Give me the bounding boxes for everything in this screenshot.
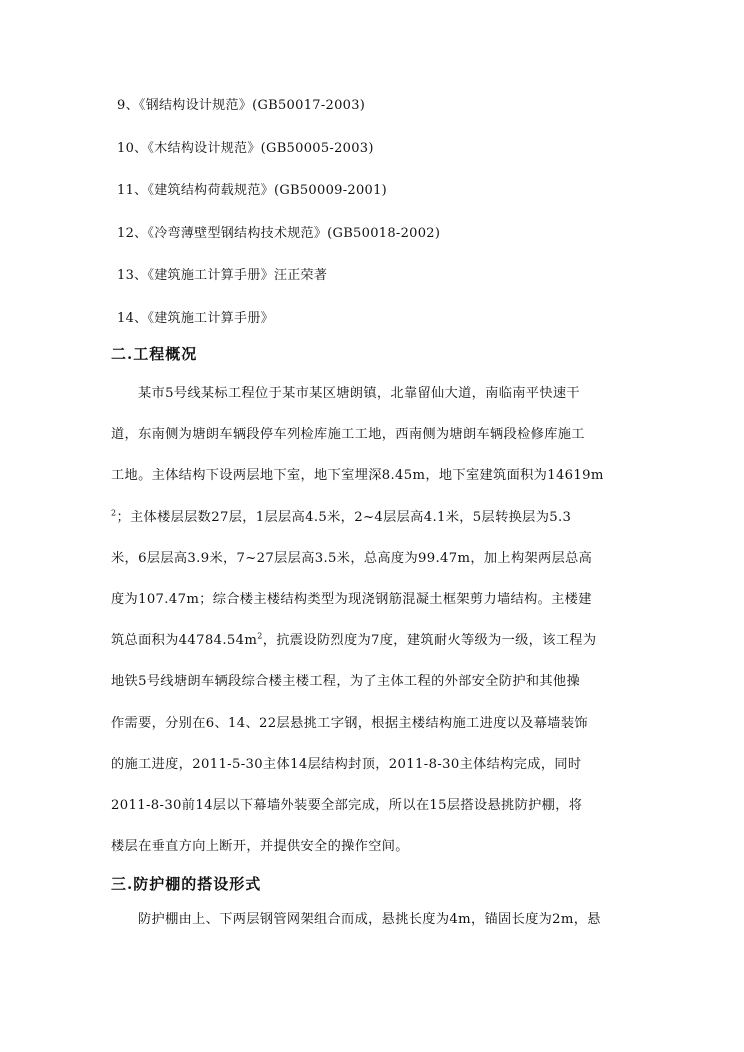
project-overview-paragraph bbox=[111, 384, 635, 878]
paragraph-line bbox=[111, 631, 635, 651]
reference-item: 14、《建筑施工计算手册》 bbox=[117, 310, 274, 326]
paragraph-line bbox=[111, 508, 635, 528]
paragraph-line: 2011-8-30前14层以下幕墙外装要全部完成，所以在15层搭设悬挑防护棚，将 bbox=[111, 797, 583, 813]
line-text: ，抗震设防烈度为7度，建筑耐火等级为一级，该工程为 bbox=[262, 633, 597, 649]
reference-item: 9、《钢结构设计规范》(GB50017-2003) bbox=[117, 98, 366, 113]
paragraph-line: 度为107.47m；综合楼主楼结构类型为现浇钢筋混凝土框架剪力墙结构。主楼建 bbox=[111, 591, 592, 607]
paragraph-line: 地铁5号线塘朗车辆段综合楼主楼工程，为了主体工程的外部安全防护和其他操 bbox=[111, 674, 581, 690]
line-text: 筑总面积为44784.54m bbox=[111, 633, 258, 649]
superscript: 2 bbox=[111, 508, 117, 518]
reference-item: 11、《建筑结构荷载规范》(GB50009-2001) bbox=[117, 183, 388, 198]
paragraph-line: 米，6层层高3.9米，7~27层层高3.5米，总高度为99.47m，加上构架两层总高 bbox=[111, 550, 593, 566]
paragraph-line: 防护棚由上、下两层钢管网架组合而成，悬挑长度为4m，锚固长度为2m，悬 bbox=[138, 912, 601, 927]
shelter-form-paragraph bbox=[111, 910, 635, 951]
reference-item: 10、《木结构设计规范》(GB50005-2003) bbox=[117, 140, 374, 156]
paragraph-line: 道，东南侧为塘朗车辆段停车列检库施工工地，西南侧为塘朗车辆段检修库施工 bbox=[111, 427, 585, 443]
paragraph-line: 楼层在垂直方向上断开，并提供安全的操作空间。 bbox=[111, 839, 409, 855]
reference-list bbox=[117, 96, 677, 351]
paragraph-line: 作需要，分别在6、14、22层悬挑工字钢，根据主楼结构施工进度以及幕墙装饰 bbox=[111, 715, 588, 731]
paragraph-line: 某市5号线某标工程位于某市某区塘朗镇，北靠留仙大道，南临南平快速干 bbox=[138, 386, 580, 401]
superscript: 2 bbox=[257, 631, 263, 641]
reference-item: 12、《冷弯薄壁型钢结构技术规范》(GB50018-2002) bbox=[117, 225, 441, 241]
section-heading-project-overview: 二.工程概况 bbox=[111, 345, 198, 363]
line-text: ；主体楼层层数27层，1层层高4.5米，2~4层层高4.1米，5层转换层为5.3 bbox=[116, 509, 572, 525]
reference-item: 13、《建筑施工计算手册》汪正荣著 bbox=[117, 268, 328, 283]
paragraph-line: 工地。主体结构下设两层地下室，地下室埋深8.45m，地下室建筑面积为14619m bbox=[111, 468, 604, 484]
paragraph-line: 的施工进度，2011-5-30主体14层结构封顶，2011-8-30主体结构完成，同时 bbox=[111, 756, 582, 772]
section-heading-shelter-form: 三.防护棚的搭设形式 bbox=[111, 875, 262, 893]
